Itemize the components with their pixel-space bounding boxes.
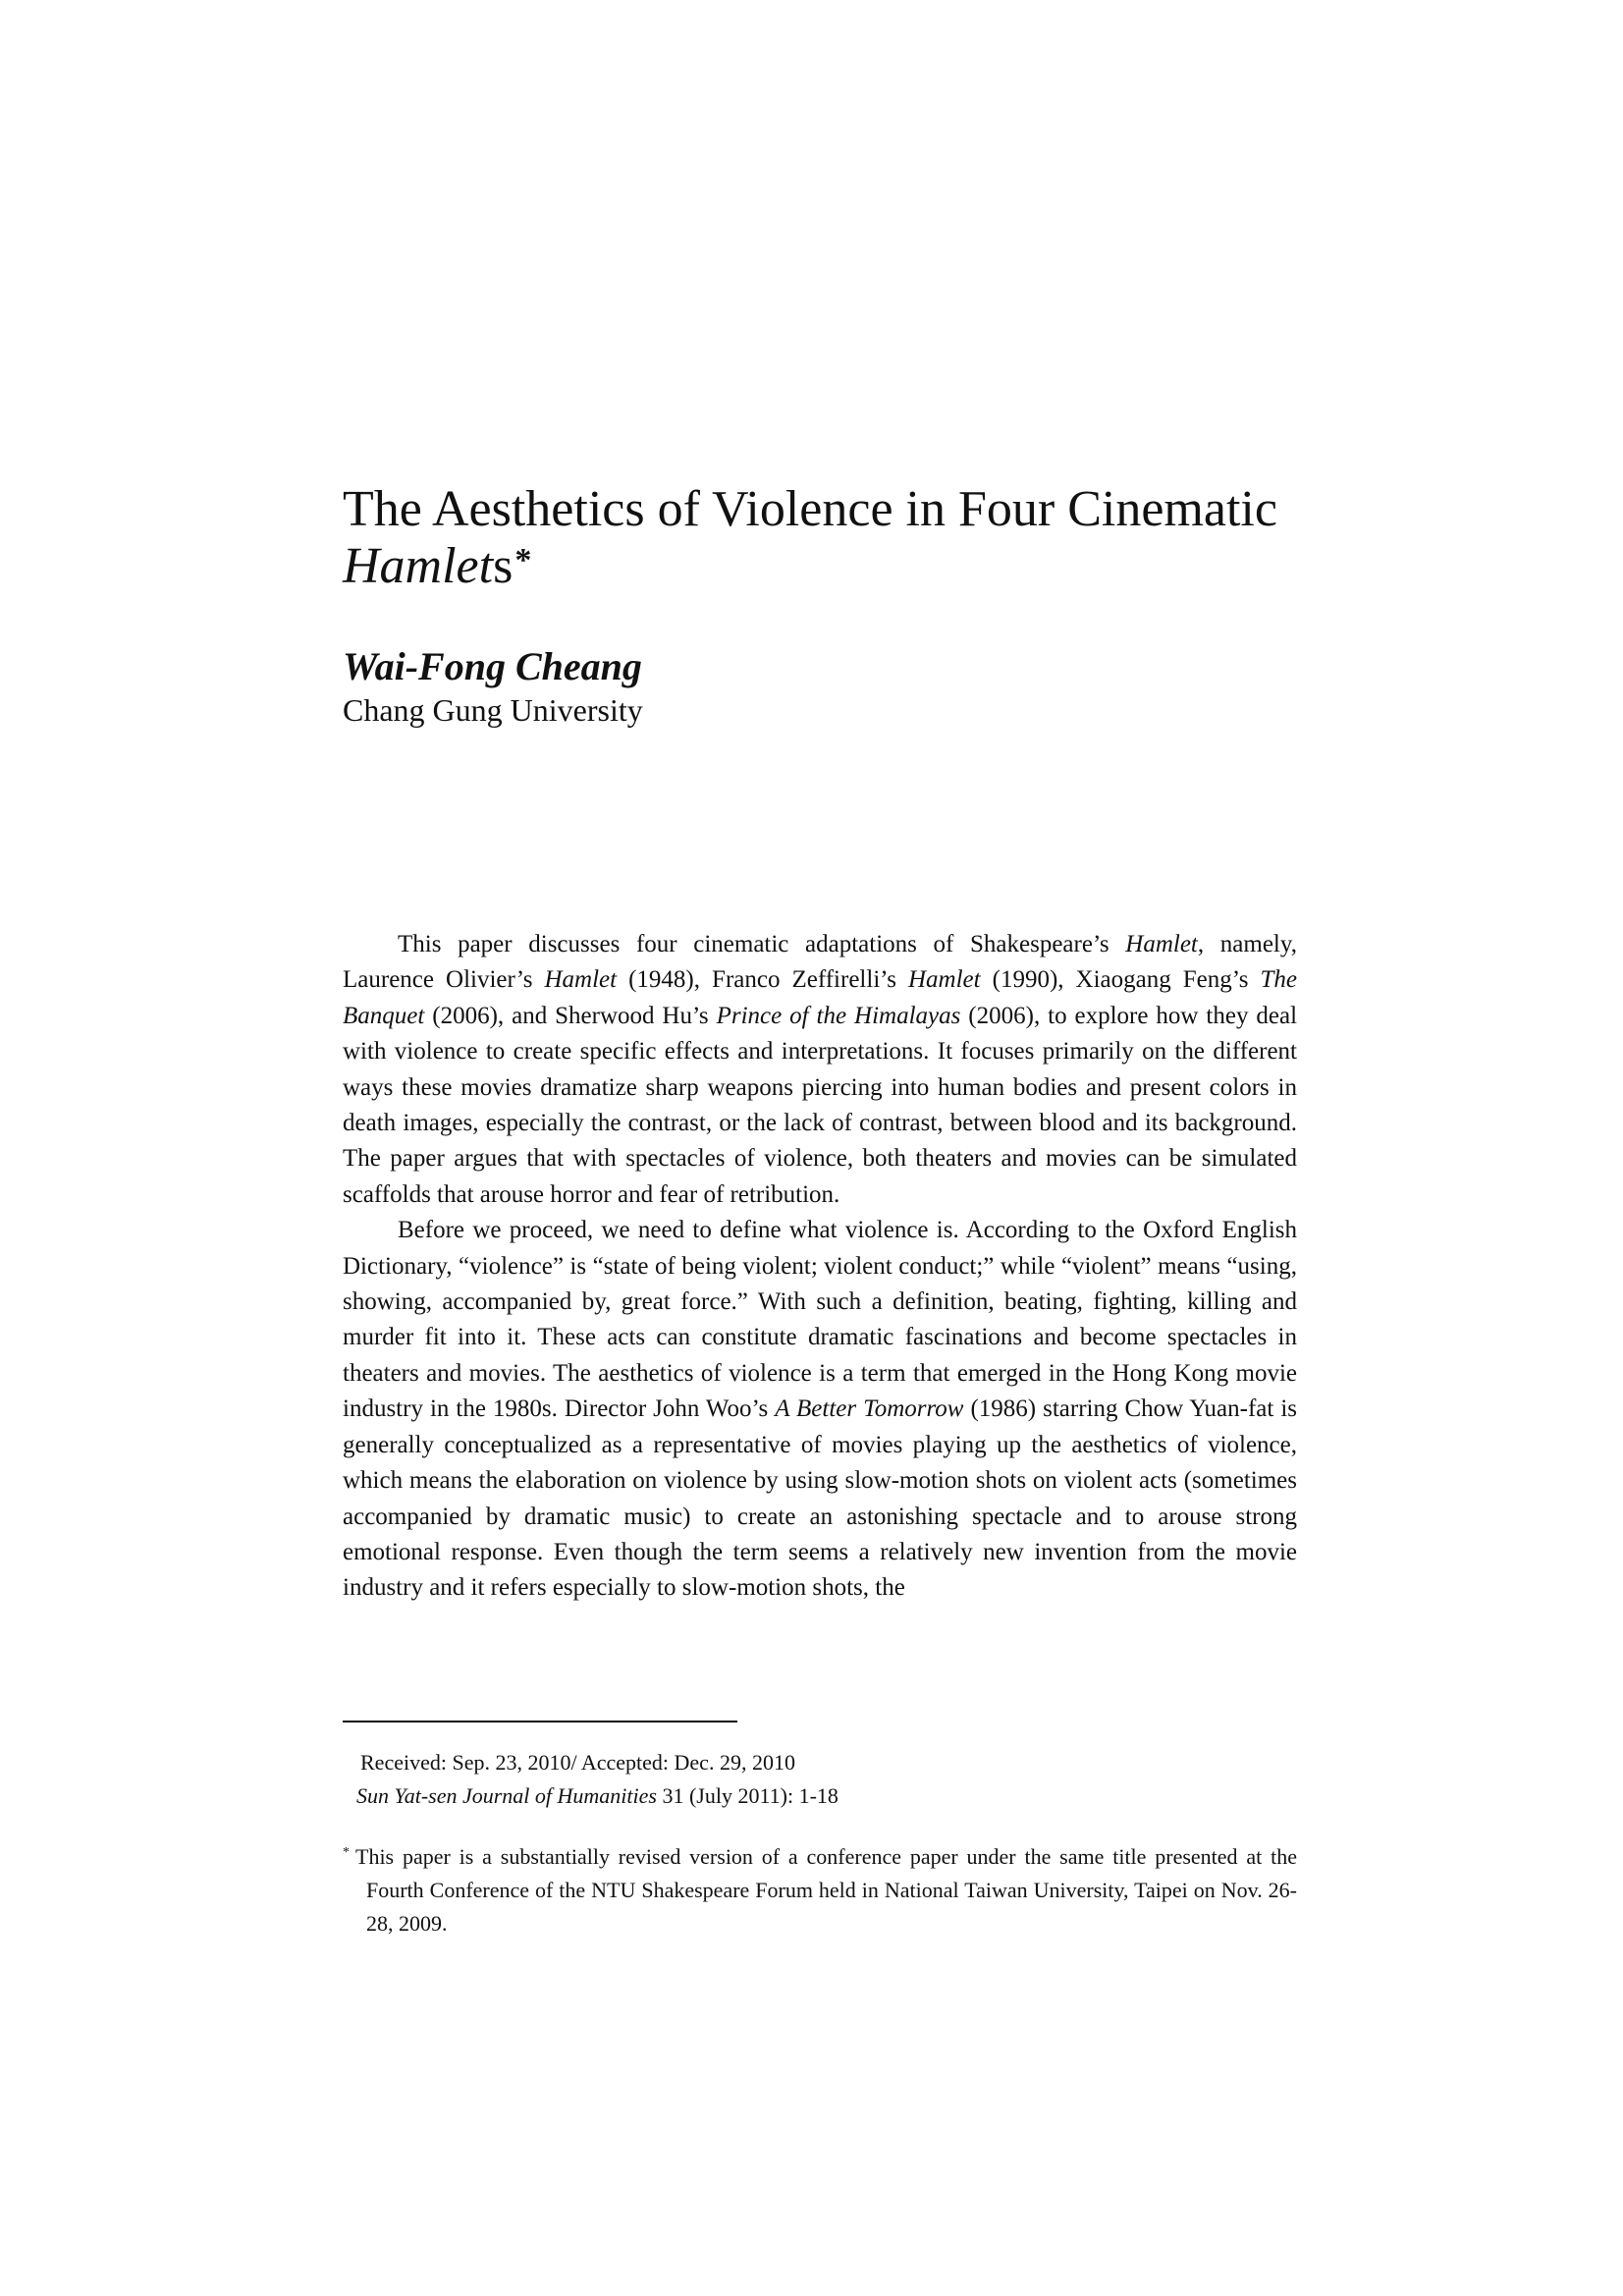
italic-title: Hamlet xyxy=(1125,931,1198,957)
abstract-paragraph-2 xyxy=(343,1213,1297,1606)
journal-name: Sun Yat-sen Journal of Humanities xyxy=(356,1783,657,1808)
text-run: This paper discusses four cinematic adaptations of Shakespeare’s xyxy=(398,931,1126,957)
abstract-paragraph-1 xyxy=(343,927,1297,1213)
italic-title: The Banquet xyxy=(343,966,1297,1029)
footnote-rule xyxy=(343,1721,737,1722)
italic-title: Prince of the Himalayas xyxy=(716,1002,961,1029)
title-footnote-marker: * xyxy=(514,542,532,578)
author-affiliation: Chang Gung University xyxy=(343,692,643,728)
journal-citation xyxy=(343,1779,1297,1813)
footnote-text: This paper is a substantially revised version of a conference paper under the same title presented at the Fourth Conference of the NTU Shakespeare Forum held in National Taiwan University, Taipei on Nov. 26-28, 2009. xyxy=(355,1844,1297,1936)
text-run: (2006), to explore how they deal with violence to create specific effects and interpretations. It focuses primarily on the different ways these movies dramatize sharp weapons piercing into human bodies and present colors in death images, especially the contrast, or the lack of contrast, between blood and its background. The paper argues that with spectacles of violence, both theaters and movies can be simulated scaffolds that arouse horror and fear of retribution. xyxy=(343,1002,1298,1208)
italic-title: A Better Tomorrow xyxy=(775,1395,964,1423)
journal-volume: 31 (July 2011): 1-18 xyxy=(656,1783,839,1808)
footnote-1 xyxy=(343,1840,1297,1941)
title-italic-hamlet: Hamlet xyxy=(343,538,494,594)
abstract-body xyxy=(343,927,1297,1607)
italic-title: Hamlet xyxy=(544,966,618,994)
title-line-1: The Aesthetics of Violence in Four Cinematic xyxy=(343,481,1277,537)
text-run: (1948), Franco Zeffirelli’s xyxy=(617,966,908,994)
italic-title: Hamlet xyxy=(907,966,981,994)
received-dates: Received: Sep. 23, 2010/ Accepted: Dec. 29, 2010 xyxy=(360,1750,795,1775)
text-run: (1990), Xiaogang Feng’s xyxy=(980,966,1261,994)
text-run: (1986) starring Chow Yuan-fat is generally conceptualized as a representative of movies playing up the aesthetics of violence, which means the elaboration on violence by using slow-motion shots on violent acts (sometimes accompanied by dramatic music) to create an astonishing spectacle and to arouse strong emotional response. Even though the term seems a relatively new invention from the movie industry and it refers especially to slow-motion shots, the xyxy=(343,1395,1297,1602)
footnotes xyxy=(343,1746,1297,1941)
paper-title xyxy=(343,481,1297,595)
text-run: , namely, Laurence Olivier’s xyxy=(343,931,1297,994)
title-plural-suffix: s xyxy=(493,538,514,594)
footnote-marker: * xyxy=(343,1845,350,1860)
text-run: (2006), and Sherwood Hu’s xyxy=(424,1002,717,1029)
author-name: Wai-Fong Cheang xyxy=(343,644,642,688)
text-run: Before we proceed, we need to define what violence is. According to the Oxford English Dictionary, “violence” is “state of being violent; violent conduct;” while “violent” means “using, showing, accompanied by, great force.” With such a definition, beating, fighting, killing and murder fit into it. These acts can constitute dramatic fascinations and become spectacles in theaters and movies. The aesthetics of violence is a term that emerged in the Hong Kong movie industry in the 1980s. Director John Woo’s xyxy=(343,1217,1297,1423)
